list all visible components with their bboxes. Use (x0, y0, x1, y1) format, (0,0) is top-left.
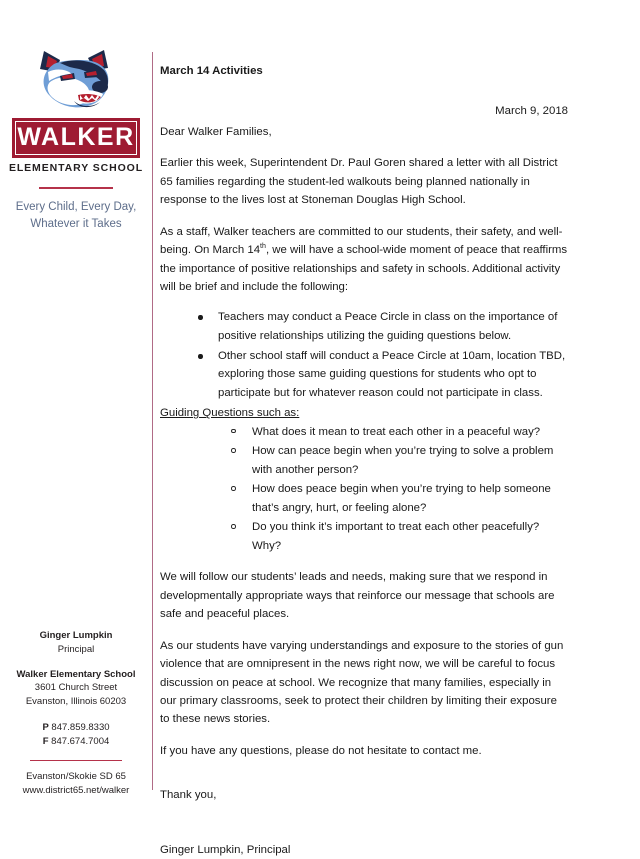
guiding-questions-list (160, 423, 568, 555)
contact-street: 3601 Church Street (34, 682, 118, 694)
contact-phone-row (0, 721, 152, 735)
contact-block (0, 630, 152, 798)
contact-divider-rule (30, 760, 122, 761)
tagline-line-1: Every Child, Every Day, (15, 200, 137, 213)
list-item: Do you think it’s important to treat each other peacefully? Why? (230, 518, 568, 555)
school-logo (0, 48, 152, 234)
fax-number: 847.674.7004 (51, 735, 110, 747)
letter-signature: Ginger Lumpkin, Principal (160, 843, 291, 856)
letter-paragraph-5: If you have any questions, please do not hesitate to contact me. (160, 744, 482, 757)
tagline-line-2: Whatever it Takes (30, 218, 122, 231)
vertical-divider-rule (152, 52, 153, 790)
letter-paragraph-4: As our students have varying understandings and exposure to the stories of gun violence that are omnipresent in the news right now, we will be careful to focus discussion on peace at school. We recognize that many families, especially in our primary classrooms, seek to protect their children by limiting their exposure to these news stories. (160, 639, 564, 726)
letter-paragraph-2 (160, 223, 568, 297)
list-item: How does peace begin when you’re trying to help someone that’s angry, hurt, or feeling alone? (230, 480, 568, 517)
wordmark-banner (12, 118, 140, 158)
contact-phone-numbers (0, 721, 152, 750)
letter-closing: Thank you, (160, 789, 217, 802)
logo-divider-rule (39, 187, 113, 189)
letterhead-sidebar (0, 0, 152, 828)
letter-paragraph-1: Earlier this week, Superintendent Dr. Paul Goren shared a letter with all District 65 families regarding the student-led walkouts being planned nationally in response to the lives lost at Stoneman Douglas High School. (160, 157, 558, 207)
list-item: What does it mean to treat each other in a peaceful way? (230, 423, 568, 441)
list-item: Teachers may conduct a Peace Circle in class on the importance of positive relationships utilizing the guiding questions below. (198, 308, 568, 345)
fax-prefix: F (42, 735, 49, 747)
letter-salutation: Dear Walker Families, (160, 125, 272, 138)
sub-wordmark-text: ELEMENTARY SCHOOL (8, 162, 144, 174)
contact-district: Evanston/Skokie SD 65 (26, 771, 126, 783)
school-tagline (0, 199, 152, 235)
list-item: Other school staff will conduct a Peace Circle at 10am, location TBD, exploring those same guiding questions for students who opt to participate but for whatever reason could not participate in class. (198, 347, 568, 402)
activity-bullet-list (160, 308, 568, 402)
contact-principal-name: Ginger Lumpkin (39, 630, 113, 642)
contact-website[interactable]: www.district65.net/walker (22, 785, 130, 797)
wordmark-text: WALKER (15, 121, 137, 155)
contact-school-name: Walker Elementary School (16, 668, 136, 680)
phone-number: 847.859.8330 (51, 721, 110, 733)
paragraph-2-text-before-sup: As a staff, Walker teachers are committed to our students, their safety, and well-being. On March 14 (160, 225, 563, 257)
contact-principal-role: Principal (57, 643, 95, 655)
paragraph-2-text-after-sup: , we will have a school-wide moment of peace that reaffirms the importance of positive relationships and safety in schools. Additional activity will be brief and include the following: (160, 244, 568, 294)
letter-paragraph-3: We will follow our students’ leads and needs, making sure that we respond in developmentally appropriate ways that reinforce our message that schools are safe and peaceful places. (160, 571, 555, 621)
document-title: March 14 Activities (160, 65, 263, 77)
husky-mascot-icon (30, 48, 122, 114)
list-item: How can peace begin when you’re trying to solve a problem with another person? (230, 442, 568, 479)
letter-body (160, 62, 568, 859)
phone-prefix: P (42, 721, 49, 733)
letter-date: March 9, 2018 (495, 105, 568, 118)
ordinal-suffix: th (260, 243, 266, 251)
guiding-questions-heading: Guiding Questions such as: (160, 407, 300, 420)
contact-city-state-zip: Evanston, Illinois 60203 (25, 695, 127, 707)
contact-fax-row (0, 735, 152, 749)
